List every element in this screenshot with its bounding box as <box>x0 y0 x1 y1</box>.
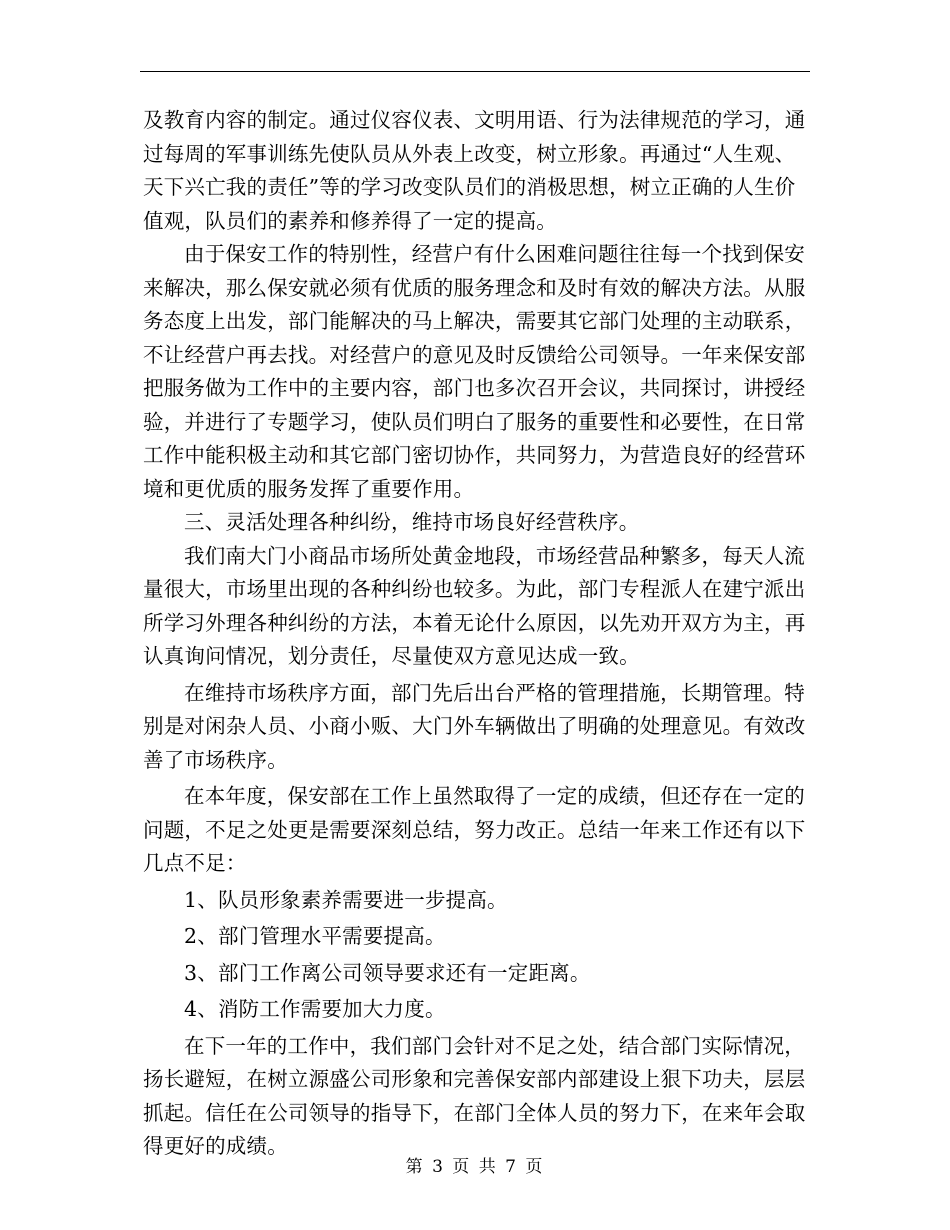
paragraph-next-year: 在下一年的工作中，我们部门会针对不足之处，结合部门实际情况，扬长避短，在树立源盛公司形象和完善保安部内部建设上狠下功夫，层层抓起。信任在公司领导的指导下，在部门全体人员的努力下，在来年会取得更好的成绩。 <box>143 1033 806 1158</box>
paragraph-continuation: 及教育内容的制定。通过仪容仪表、文明用语、行为法律规范的学习，通过每周的军事训练先使队员从外表上改变，树立形象。再通过“人生观、天下兴亡我的责任”等的学习改变队员们的消极思想，树立正确的人生价值观，队员们的素养和修养得了一定的提高。 <box>143 108 806 233</box>
paragraph-market-order: 在维持市场秩序方面，部门先后出台严格的管理措施，长期管理。特别是对闲杂人员、小商小贩、大门外车辆做出了明确的处理意见。有效改善了市场秩序。 <box>143 680 806 772</box>
list-item: 2、部门管理水平需要提高。 <box>184 924 446 948</box>
header-rule <box>140 71 810 72</box>
section-heading-3: 三、灵活处理各种纠纷，维持市场良好经营秩序。 <box>184 510 640 534</box>
paragraph-shortcomings: 在本年度，保安部在工作上虽然取得了一定的成绩，但还存在一定的问题，不足之处更是需要深刻总结，努力改正。总结一年来工作还有以下几点不足： <box>143 784 806 875</box>
paragraph-service: 由于保安工作的特别性，经营户有什么困难问题往往每一个找到保安来解决，那么保安就必须有优质的服务理念和及时有效的解决方法。从服务态度上出发，部门能解决的马上解决，需要其它部门处理的主动联系，不让经营户再去找。对经营户的意见及时反馈给公司领导。一年来保安部把服务做为工作中的主要内容，部门也多次召开会议，共同探讨，讲授经验，并进行了专题学习，使队员们明白了服务的重要性和必要性，在日常工作中能积极主动和其它部门密切协作，共同努力，为营造良好的经营环境和更优质的服务发挥了重要作用。 <box>143 242 806 501</box>
list-item: 3、部门工作离公司领导要求还有一定距离。 <box>184 960 591 985</box>
paragraph-disputes: 我们南大门小商品市场所处黄金地段，市场经营品种繁多，每天人流量很大，市场里出现的各种纠纷也较多。为此，部门专程派人在建宁派出所学习外理各种纠纷的方法，本着无论什么原因，以先劝开双方为主，再认真询问情况，划分责任，尽量使双方意见达成一致。 <box>143 543 806 668</box>
list-item: 4、消防工作需要加大力度。 <box>184 997 446 1021</box>
page-number: 第 3 页 共 7 页 <box>405 1157 545 1177</box>
document-body <box>143 104 807 1164</box>
list-item: 1、队员形象素养需要进一步提高。 <box>184 887 508 912</box>
